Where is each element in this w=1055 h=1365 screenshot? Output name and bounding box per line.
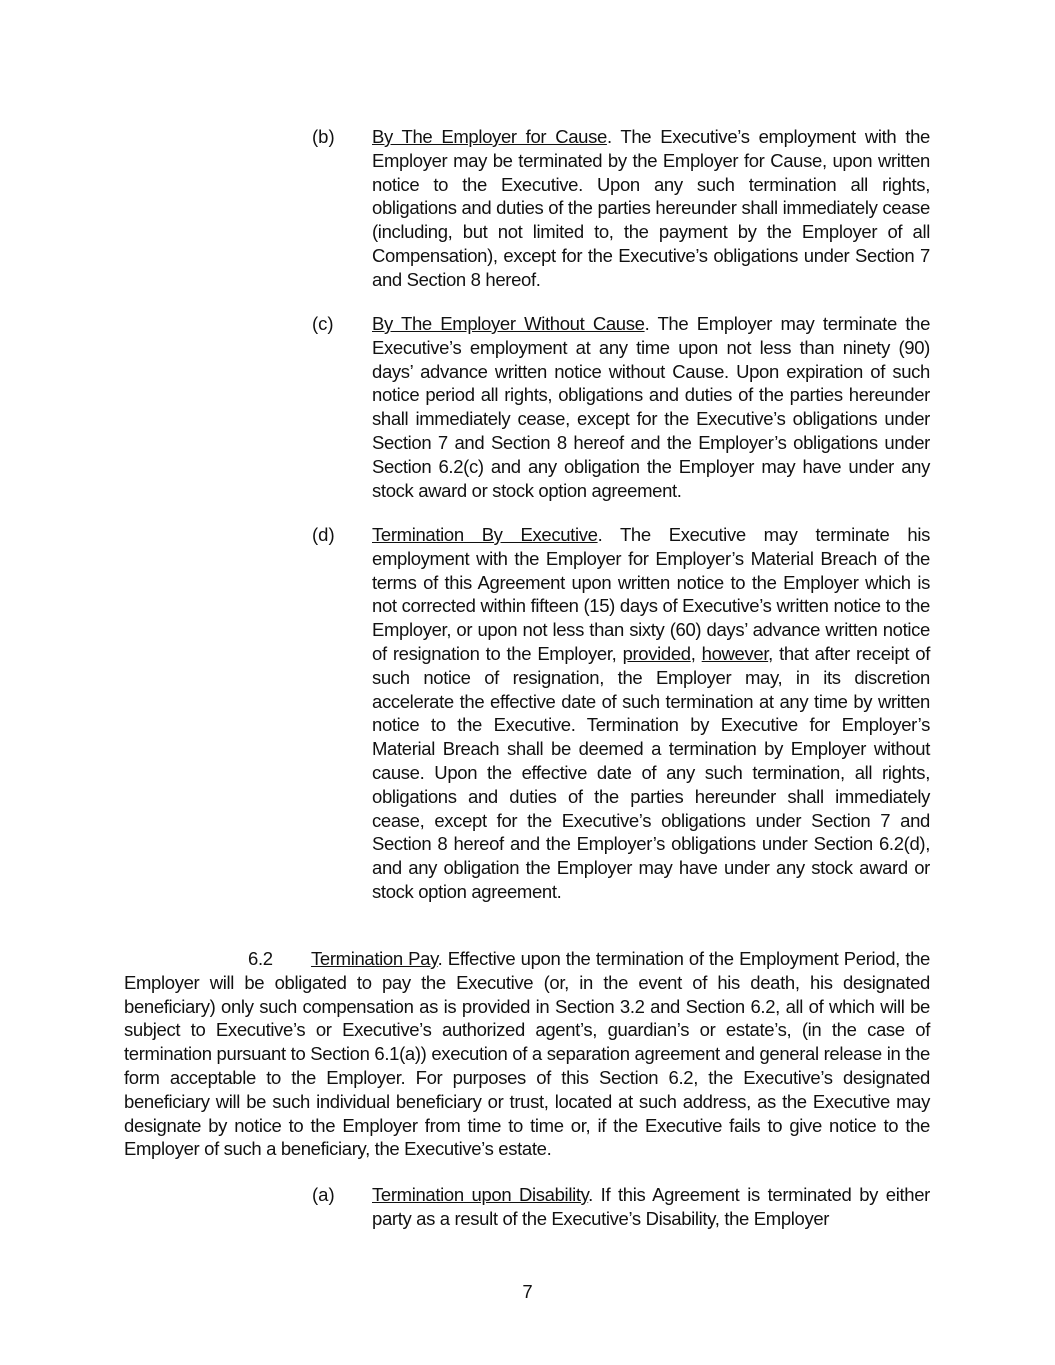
clause-d-comma: ,	[690, 642, 702, 664]
clause-b-text: . The Executive’s employment with the Employer may be terminated by the Employer for Cause, upon written notice to the Executive. Upon any such termination all rights, obligations and duties of the parties hereunder shall immediately cease (including, but not limited to, the payment by the Employer of all Compensation), except for the Executive’s obligations under Section 7 and Section 8 hereof.	[372, 126, 930, 290]
clause-b-heading: By The Employer for Cause	[372, 126, 607, 147]
clause-a-letter: (a)	[312, 1184, 335, 1205]
page-number: 7	[522, 1281, 533, 1302]
clause-a-body	[372, 1183, 930, 1231]
clause-c-letter: (c)	[312, 313, 334, 334]
clause-d-heading: Termination By Executive	[372, 524, 598, 545]
clause-a-heading: Termination upon Disability	[372, 1184, 589, 1205]
clause-c-text: . The Employer may terminate the Executive’s employment at any time upon not less than ninety (90) days’ advance written notice without Cause. Upon expiration of such notice period all rights, obligations and duties of the parties hereunder shall immediately cease, except for the Executive’s obligations under Section 7 and Section 8 hereof and the Employer’s obligations under Section 6.2(c) and any obligation the Employer may have under any stock award or stock option agreement.	[372, 313, 931, 501]
clause-d-provided: provided	[622, 642, 691, 664]
clause-c-heading: By The Employer Without Cause	[372, 313, 645, 334]
clause-d-text-1: . The Executive may terminate his employment with the Employer for Employer’s Material Breach of the terms of this Agreement upon written notice to the Employer which is not corrected within fifteen (15) days of Executive’s written notice to the Employer, or upon not less than sixty (60) days’ advance written notice of resignation to the Employer,	[372, 524, 930, 664]
clause-d-text-2: , that after receipt of such notice of resignation, the Employer may, in its discretion accelerate the effective date of such termination at any time by written notice to the Executive. Termination by Executive for Employer’s Material Breach shall be deemed a termination by Employer without cause. Upon the effective date of any such termination, all rights, obligations and duties of the parties hereunder shall immediately cease, except for the Executive’s obligations under Section 7 and Section 8 hereof and the Employer’s obligations under Section 6.2(d), and any obligation the Employer may have under any stock award or stock option agreement.	[372, 642, 930, 902]
clause-b-body	[372, 125, 930, 292]
clause-c-body	[372, 312, 930, 502]
section-6-2-heading: Termination Pay	[311, 948, 438, 969]
clause-a-text: . If this Agreement is terminated by either party as a result of the Executive’s Disability, the Employer	[372, 1184, 930, 1229]
section-6-2	[124, 947, 930, 1161]
section-6-2-number: 6.2	[248, 948, 273, 969]
clause-d-however: however	[701, 642, 769, 664]
section-6-2-text: . Effective upon the termination of the Employment Period, the Employer will be obligated to pay the Executive (or, in the event of his death, his designated beneficiary) only such compensation as is provided in Section 3.2 and Section 6.2, all of which will be subject to Executive’s or Executive’s authorized agent’s, guardian’s or estate’s, (in the case of termination pursuant to Section 6.1(a)) execution of a separation agreement and general release in the form acceptable to the Employer. For purposes of this Section 6.2, the Executive’s designated beneficiary will be such individual beneficiary or trust, located at such address, as the Executive may designate by notice to the Employer from time to time or, if the Executive fails to give notice to the Employer of such a beneficiary, the Executive’s estate.	[124, 948, 930, 1160]
clause-d-letter: (d)	[312, 524, 335, 545]
clause-d-body	[372, 523, 930, 904]
clause-b-letter: (b)	[312, 126, 335, 147]
